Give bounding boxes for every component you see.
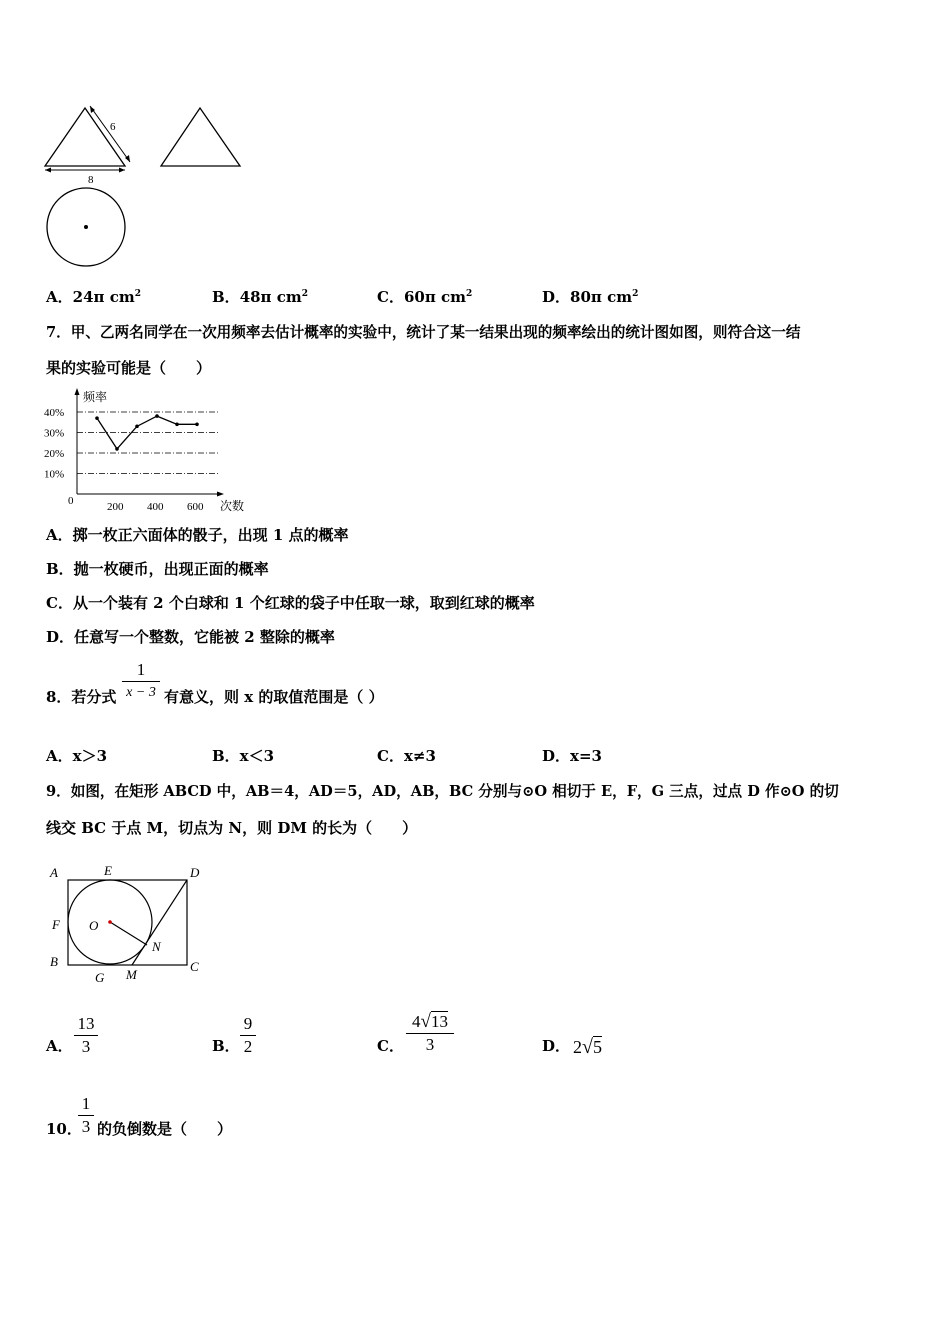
- q7-question-line2: 果的实验可能是（ ）: [46, 359, 212, 377]
- y-axis-label: 频率: [83, 390, 108, 404]
- q6-option-c: C．60π $cm^2$: [377, 288, 473, 306]
- q6-option-a: A．24π $cm^2$: [46, 288, 141, 306]
- cone-three-views-figure: [40, 100, 250, 272]
- q10-fraction: 1 3: [78, 1094, 94, 1137]
- rectangle-circle-figure: [44, 858, 214, 988]
- q9-option-d-radical: 2√5: [573, 1036, 602, 1058]
- q7-option-d: D．任意写一个整数，它能被 2 整除的概率: [46, 628, 335, 646]
- data-point: [115, 447, 119, 451]
- center-dot: [108, 920, 112, 924]
- side-view-triangle: [161, 108, 240, 166]
- y-tick-label: 40%: [44, 407, 65, 419]
- front-view-triangle: [45, 108, 125, 166]
- q8-option-c: C．x≠3: [377, 747, 436, 765]
- x-axis-arrow: [217, 492, 224, 497]
- side-length-label: 6: [110, 121, 116, 133]
- y-tick-label: 10%: [44, 468, 65, 481]
- q9-option-c-letter: C．: [377, 1037, 404, 1055]
- q10-number: 10．: [46, 1120, 82, 1138]
- q9-option-b-letter: B．: [212, 1037, 240, 1055]
- label-m: M: [126, 967, 137, 982]
- q8-fraction-numerator: 1: [136, 660, 146, 679]
- q10-question-suffix: 的负倒数是（ ）: [97, 1120, 233, 1138]
- q8-fraction-denominator: x − 3: [126, 685, 156, 700]
- data-point: [155, 414, 159, 418]
- label-d: D: [190, 865, 200, 880]
- y-tick-label: 20%: [44, 448, 65, 460]
- circle-center-dot: [84, 225, 88, 229]
- q9-question-line1: 9．如图，在矩形 ABCD 中，AB＝4，AD＝5，AD，AB，BC 分别与⊙O 相切于 E，F，G 三点，过点 D 作⊙O 的切: [46, 783, 839, 800]
- q6-option-d: D．80π $cm^2$: [542, 288, 639, 306]
- base-length-label: 8: [88, 174, 94, 186]
- x-tick-label: 200: [107, 501, 124, 513]
- q9-option-d-letter: D．: [542, 1037, 571, 1055]
- label-c: C: [190, 959, 199, 974]
- q7-option-a: A．掷一枚正六面体的骰子，出现 1 点的概率: [46, 526, 349, 544]
- q9-option-c-fraction: 4√13 3: [406, 1012, 454, 1055]
- radius-on: [110, 922, 147, 945]
- data-point: [175, 423, 179, 427]
- rectangle-abcd: [68, 880, 187, 965]
- q7-question-line1: 7．甲、乙两名同学在一次用频率去估计概率的实验中，统计了某一结果出现的频率绘出的统计图如图，则符合这一结: [46, 324, 801, 341]
- side-dimension-line: [90, 106, 130, 162]
- x-axis-label: 次数: [220, 499, 245, 513]
- q8-option-b: B．x＜3: [212, 747, 275, 765]
- q8-fraction: [122, 660, 160, 703]
- data-point: [95, 416, 99, 420]
- label-e: E: [104, 863, 112, 878]
- y-axis-arrow: [75, 388, 80, 395]
- q9-option-b-fraction: 9 2: [240, 1014, 256, 1057]
- label-a: A: [50, 865, 58, 880]
- q9-option-a-fraction: 13 3: [74, 1014, 98, 1057]
- origin-label: 0: [68, 495, 74, 507]
- q7-option-c: C．从一个装有 2 个白球和 1 个红球的袋子中任取一球，取到红球的概率: [46, 594, 535, 612]
- label-g: G: [95, 970, 105, 985]
- data-point: [195, 423, 199, 427]
- q8-question-suffix: 有意义，则 x 的取值范围是（ ）: [164, 688, 384, 706]
- label-f: F: [52, 917, 60, 932]
- q8-option-d: D．x=3: [542, 747, 602, 765]
- q6-option-b: B．48π $cm^2$: [212, 288, 309, 306]
- q9-option-a-letter: A．: [46, 1037, 73, 1055]
- x-tick-label: 400: [147, 501, 164, 513]
- q8-option-a: A．x＞3: [46, 747, 108, 765]
- x-tick-label: 600: [187, 501, 204, 513]
- label-n: N: [152, 939, 161, 954]
- label-b: B: [50, 954, 58, 969]
- q7-option-b: B．抛一枚硬币，出现正面的概率: [46, 560, 269, 578]
- label-o: O: [89, 918, 99, 933]
- frequency-chart: [40, 386, 260, 516]
- data-point: [135, 425, 139, 429]
- q9-question-line2: 线交 BC 于点 M，切点为 N，则 DM 的长为（ ）: [46, 819, 418, 837]
- y-tick-label: 30%: [44, 427, 65, 440]
- q8-question-prefix: 8．若分式: [46, 688, 117, 706]
